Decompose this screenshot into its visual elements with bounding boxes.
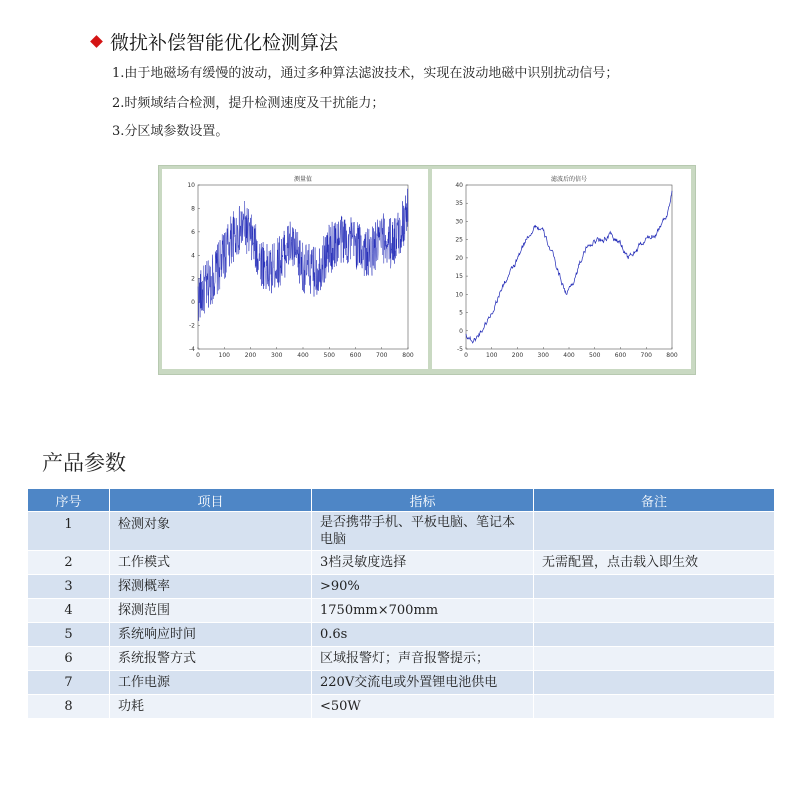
cell-note: [534, 647, 775, 671]
x-tick-label: 100: [486, 352, 498, 359]
cell-spec: 区域报警灯；声音报警提示；: [312, 647, 534, 671]
cell-item: 检测对象: [110, 512, 312, 551]
x-tick-label: 600: [349, 352, 362, 359]
y-tick-label: 4: [191, 252, 195, 260]
y-tick-label: 15: [455, 273, 463, 281]
cell-spec: 是否携带手机、平板电脑、笔记本电脑: [312, 512, 534, 551]
y-tick-label: 20: [455, 254, 463, 262]
x-tick-label: 100: [218, 352, 230, 359]
header-no: 序号: [28, 489, 110, 512]
signal-figure: [158, 165, 696, 375]
table-row: [28, 599, 775, 623]
cell-spec: 3档灵敏度选择: [312, 551, 534, 575]
measured-value-chart: [162, 169, 428, 369]
y-tick-label: -4: [189, 346, 195, 353]
cell-item: 系统报警方式: [110, 647, 312, 671]
header-spec: 指标: [312, 489, 534, 512]
cell-spec: 0.6s: [312, 623, 534, 647]
series-line: [466, 191, 672, 343]
measured-value-panel: [162, 169, 428, 369]
header-item: 项目: [110, 489, 312, 512]
y-tick-label: 25: [455, 236, 463, 244]
x-tick-label: 400: [563, 352, 575, 359]
y-tick-label: 10: [187, 182, 195, 189]
feature-heading-text: 微扰补偿智能优化检测算法: [110, 32, 339, 54]
x-tick-label: 400: [297, 352, 309, 359]
y-tick-label: -2: [189, 322, 195, 330]
cell-spec: >90%: [312, 575, 534, 599]
cell-note: [534, 599, 775, 623]
cell-no: 3: [28, 575, 110, 599]
cell-no: 1: [28, 512, 110, 551]
cell-item: 工作电源: [110, 671, 312, 695]
table-row: [28, 671, 775, 695]
cell-note: [534, 623, 775, 647]
filtered-signal-chart: [432, 169, 691, 369]
x-tick-label: 700: [376, 352, 388, 359]
y-tick-label: 35: [455, 200, 463, 208]
y-tick-label: 40: [455, 182, 463, 189]
x-tick-label: 800: [666, 352, 678, 359]
feature-heading: [92, 28, 338, 55]
cell-item: 功耗: [110, 695, 312, 719]
cell-item: 探测范围: [110, 599, 312, 623]
x-tick-label: 200: [511, 352, 524, 359]
cell-spec: 220V交流电或外置锂电池供电: [312, 671, 534, 695]
y-tick-label: 30: [455, 218, 463, 226]
cell-no: 7: [28, 671, 110, 695]
cell-note: 无需配置，点击载入即生效: [534, 551, 775, 575]
x-tick-label: 500: [589, 352, 601, 359]
cell-no: 4: [28, 599, 110, 623]
cell-item: 系统响应时间: [110, 623, 312, 647]
x-tick-label: 0: [464, 352, 468, 359]
y-tick-label: 2: [191, 275, 195, 283]
table-row: [28, 623, 775, 647]
x-tick-label: 300: [271, 352, 283, 359]
cell-note: [534, 575, 775, 599]
x-tick-label: 700: [640, 352, 652, 359]
cell-no: 5: [28, 623, 110, 647]
feature-point-1: 1.由于地磁场有缓慢的波动，通过多种算法滤波技术，实现在波动地磁中识别扰动信号；: [112, 66, 619, 81]
table-row: [28, 647, 775, 671]
cell-note: [534, 512, 775, 551]
params-header-row: [28, 489, 775, 512]
params-section-title: 产品参数: [42, 451, 126, 475]
y-tick-label: 0: [191, 299, 195, 307]
x-tick-label: 500: [323, 352, 335, 359]
x-tick-label: 0: [196, 352, 200, 359]
x-tick-label: 600: [614, 352, 627, 359]
plot-title: 滤波后的信号: [550, 176, 588, 183]
feature-point-3: 3.分区域参数设置。: [112, 124, 229, 139]
diamond-bullet-icon: [90, 35, 103, 48]
y-tick-label: 0: [459, 327, 463, 335]
params-table: [27, 488, 775, 719]
cell-note: [534, 695, 775, 719]
cell-spec: <50W: [312, 695, 534, 719]
cell-item: 工作模式: [110, 551, 312, 575]
x-tick-label: 300: [537, 352, 549, 359]
cell-no: 8: [28, 695, 110, 719]
table-row: [28, 551, 775, 575]
y-tick-label: -5: [457, 346, 463, 353]
y-tick-label: 10: [455, 291, 463, 299]
x-tick-label: 800: [402, 352, 414, 359]
series-line: [198, 189, 408, 321]
feature-point-2: 2.时频域结合检测，提升检测速度及干扰能力；: [112, 96, 385, 111]
table-row: [28, 575, 775, 599]
cell-no: 2: [28, 551, 110, 575]
x-tick-label: 200: [244, 352, 257, 359]
y-tick-label: 8: [191, 205, 195, 213]
plot-frame: [466, 185, 672, 349]
header-note: 备注: [534, 489, 775, 512]
cell-note: [534, 671, 775, 695]
table-row: [28, 512, 775, 551]
table-row: [28, 695, 775, 719]
filtered-signal-panel: [432, 169, 691, 369]
y-tick-label: 6: [191, 228, 195, 236]
cell-item: 探测概率: [110, 575, 312, 599]
cell-no: 6: [28, 647, 110, 671]
cell-spec: 1750mm×700mm: [312, 599, 534, 623]
y-tick-label: 5: [459, 309, 463, 317]
plot-title: 测量值: [293, 176, 313, 183]
